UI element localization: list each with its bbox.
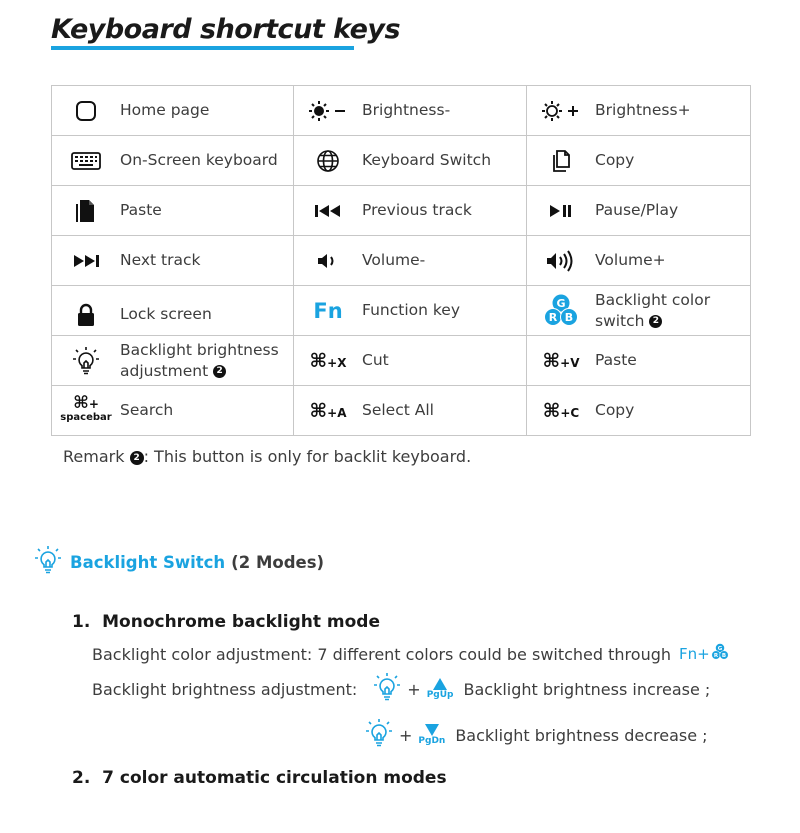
svg-text:R: R bbox=[713, 653, 718, 659]
bulb-icon bbox=[52, 346, 120, 376]
note-marker: 2 bbox=[213, 365, 226, 378]
remark-prefix: Remark bbox=[63, 447, 125, 466]
plus-sign: + bbox=[407, 679, 421, 699]
label-line-2: switch bbox=[595, 311, 645, 330]
rgb-circles-icon bbox=[527, 293, 595, 329]
label-line-1: Backlight color bbox=[595, 290, 711, 309]
brightness-adjust-label: Backlight brightness adjustment: bbox=[92, 679, 358, 699]
next-track-icon bbox=[52, 254, 120, 268]
mode1-heading: 1. Monochrome backlight mode bbox=[72, 612, 380, 632]
svg-text:B: B bbox=[721, 653, 726, 659]
shortcut-label: Select All bbox=[362, 401, 434, 419]
cmd-a-icon: ⌘+A bbox=[309, 399, 347, 422]
lock-icon bbox=[52, 295, 120, 327]
shortcut-label: On-Screen keyboard bbox=[120, 151, 278, 169]
cmd-v-icon: ⌘+V bbox=[542, 349, 580, 372]
remark-text bbox=[63, 447, 471, 466]
shortcut-label: Search bbox=[120, 401, 174, 419]
shortcut-table bbox=[51, 85, 751, 436]
shortcut-label: Pause/Play bbox=[595, 201, 679, 219]
pgdn-icon bbox=[418, 724, 445, 746]
table-row bbox=[52, 336, 751, 386]
fn-icon bbox=[294, 299, 362, 323]
shortcut-label: Next track bbox=[120, 251, 201, 269]
shortcut-label bbox=[120, 340, 285, 382]
backlight-section-title bbox=[34, 545, 324, 579]
volume-down-icon bbox=[294, 252, 362, 270]
cmd-x-icon: ⌘+X bbox=[309, 349, 347, 372]
cmd-spacebar-icon: ⌘+ spacebar bbox=[60, 393, 112, 423]
previous-track-icon bbox=[294, 204, 362, 218]
table-row bbox=[52, 236, 751, 286]
bulb-icon bbox=[365, 718, 393, 752]
pgup-icon bbox=[427, 678, 454, 700]
label-line-2: adjustment bbox=[120, 361, 209, 380]
cmd-c-icon: ⌘+C bbox=[542, 399, 580, 422]
shortcut-label: Paste bbox=[120, 201, 162, 219]
brightness-decrease-line bbox=[365, 718, 708, 752]
color-adjust-text: Backlight color adjustment: 7 different colors could be switched through bbox=[92, 644, 672, 664]
brightness-decrease-text: Backlight brightness decrease ; bbox=[455, 725, 708, 745]
square-home-icon bbox=[52, 100, 120, 122]
paste-doc-icon bbox=[52, 198, 120, 224]
note-marker: 2 bbox=[130, 451, 144, 465]
shortcut-label: Function key bbox=[362, 301, 460, 319]
note-marker: 2 bbox=[649, 315, 662, 328]
shortcut-label: Keyboard Switch bbox=[362, 151, 492, 169]
spacebar-text: spacebar bbox=[60, 412, 112, 423]
bulb-icon bbox=[373, 672, 401, 706]
pgdn-text: PgDn bbox=[418, 736, 446, 746]
onscreen-keyboard-icon bbox=[52, 152, 120, 170]
key-text: +A bbox=[327, 405, 347, 420]
shortcut-label: Volume- bbox=[362, 251, 426, 269]
section-title: Backlight Switch bbox=[70, 552, 226, 572]
shortcut-label: Paste bbox=[595, 351, 637, 369]
shortcut-label: Cut bbox=[362, 351, 389, 369]
shortcut-label: Copy bbox=[595, 151, 635, 169]
table-row bbox=[52, 86, 751, 136]
key-text: +V bbox=[560, 355, 580, 370]
section-modes: (2 Modes) bbox=[231, 552, 325, 572]
color-adjust-line bbox=[92, 642, 730, 666]
title-underline bbox=[51, 46, 354, 50]
svg-text:R: R bbox=[548, 310, 558, 324]
table-row bbox=[52, 186, 751, 236]
shortcut-label: Copy bbox=[595, 401, 635, 419]
play-pause-icon bbox=[527, 204, 595, 218]
svg-text:B: B bbox=[564, 310, 574, 324]
bulb-icon bbox=[34, 545, 62, 579]
remark-suffix: : This button is only for backlit keyboard. bbox=[143, 447, 472, 466]
brightness-up-icon bbox=[527, 100, 595, 122]
globe-icon bbox=[294, 149, 362, 173]
label-line-1: Backlight brightness bbox=[120, 340, 279, 359]
table-row bbox=[52, 286, 751, 336]
table-row bbox=[52, 386, 751, 436]
fn-text: Fn+ bbox=[679, 645, 710, 663]
volume-up-icon bbox=[527, 250, 595, 272]
svg-text:G: G bbox=[556, 296, 566, 310]
shortcut-label: Brightness+ bbox=[595, 101, 691, 119]
shortcut-label: Home page bbox=[120, 101, 210, 119]
copy-doc-icon bbox=[527, 149, 595, 173]
brightness-increase-line bbox=[92, 672, 710, 706]
key-text: + bbox=[88, 397, 99, 411]
key-text: +X bbox=[327, 355, 347, 370]
brightness-increase-text: Backlight brightness increase ; bbox=[463, 679, 711, 699]
shortcut-label: Previous track bbox=[362, 201, 472, 219]
table-row bbox=[52, 136, 751, 186]
shortcut-label: Brightness- bbox=[362, 101, 451, 119]
plus-sign: + bbox=[399, 725, 413, 745]
mode2-heading: 2. 7 color automatic circulation modes bbox=[72, 768, 447, 788]
shortcut-label: Volume+ bbox=[595, 251, 666, 269]
key-text: +C bbox=[560, 405, 580, 420]
brightness-down-icon bbox=[294, 100, 362, 122]
rgb-circles-icon bbox=[710, 642, 730, 666]
shortcut-label: Lock screen bbox=[120, 305, 212, 323]
shortcut-label bbox=[595, 290, 716, 332]
fn-icon-text: Fn bbox=[313, 298, 343, 323]
svg-text:G: G bbox=[717, 646, 722, 652]
page-title: Keyboard shortcut keys bbox=[51, 14, 401, 45]
pgup-text: PgUp bbox=[426, 690, 454, 700]
